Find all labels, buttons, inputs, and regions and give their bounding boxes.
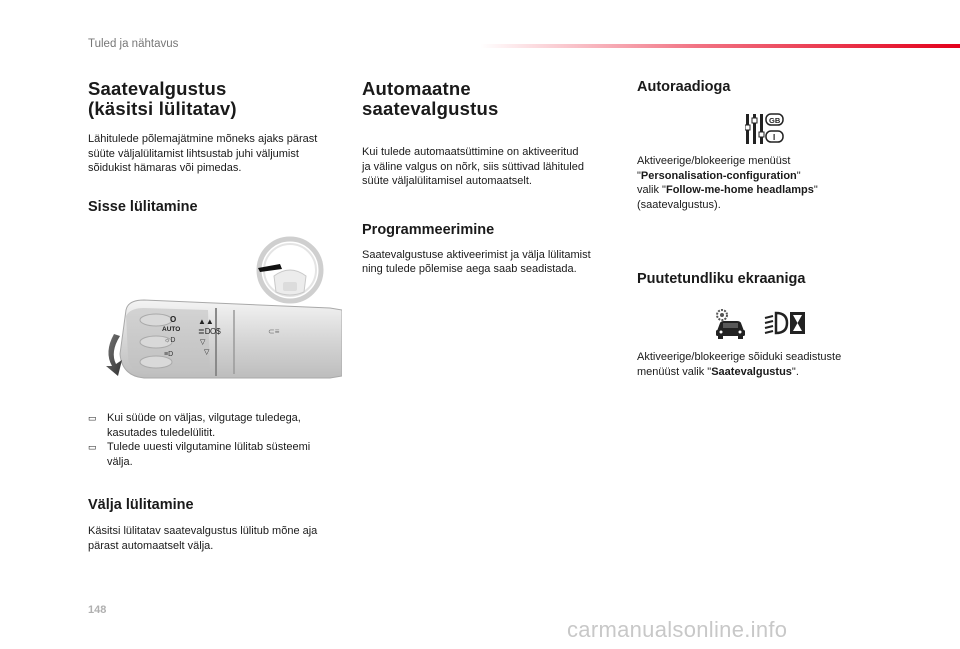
header-accent-line xyxy=(480,44,960,48)
radio-text: valik " xyxy=(637,184,666,196)
radio-text: Aktiveerige/blokeerige menüüst xyxy=(637,155,791,167)
manual-title-line2: (käsitsi lülitatav) xyxy=(88,98,237,119)
switch-off-heading: Välja lülitamine xyxy=(88,497,194,513)
sidelight-icon: ☼D xyxy=(164,337,176,344)
automatic-intro-line: ja väline valgus on nõrk, siis süttivad lähituled xyxy=(362,160,584,173)
radio-heading: Autoraadioga xyxy=(637,79,731,95)
stalk-auto-label: AUTO xyxy=(162,326,181,333)
switch-on-heading: Sisse lülitamine xyxy=(88,198,198,215)
rear-fog-icon: ⊂≡ xyxy=(268,327,280,336)
manual-intro xyxy=(88,132,348,176)
manual-title xyxy=(88,79,348,119)
dip-arrow-icon: ▽ xyxy=(200,339,206,346)
page-number: 148 xyxy=(88,604,107,616)
switch-off-line: Käsitsi lülitatav saatevalgustus lülitub mõne aja xyxy=(88,525,318,537)
programming-line: ning tulede põlemise aega saab seadistada. xyxy=(362,263,577,275)
foglamp-icon: O$ xyxy=(210,327,221,336)
switch-off-text xyxy=(88,524,358,553)
radio-instructions xyxy=(637,154,877,212)
quote: " xyxy=(796,169,801,182)
headlamp-icon: ≣D xyxy=(198,327,211,336)
bullet-marker-icon: ▭ xyxy=(88,413,97,423)
switch-off-section xyxy=(88,497,358,553)
radio-text: (saatevalgustus). xyxy=(637,198,721,211)
bullet-text: välja. xyxy=(107,455,133,468)
programming-text xyxy=(362,248,622,277)
column-automatic-follow-me-home xyxy=(362,79,622,277)
touchscreen-section xyxy=(637,271,877,288)
bullet-text: Kui süüde on väljas, vilgutage tuledega, xyxy=(107,412,301,424)
quote: ". xyxy=(791,365,799,378)
option-name: Saatevalgustus xyxy=(711,365,792,378)
headlamp-timer-icon xyxy=(763,310,807,336)
quote: " xyxy=(637,169,641,182)
dip-arrow-lower-icon: ▽ xyxy=(204,349,210,356)
touchscreen-text: Aktiveerige/blokeerige sõiduki seadistuste xyxy=(637,351,842,363)
bullet-marker-icon: ▭ xyxy=(88,442,97,452)
manual-intro-line: sõidukist hämaras või pimedas. xyxy=(88,162,242,174)
stalk-off-label: O xyxy=(170,315,177,324)
bullet-text: kasutades tuledelülitit. xyxy=(107,426,216,439)
touchscreen-instructions xyxy=(637,350,887,379)
manual-intro-line: Lähitulede põlemajätmine mõneks ajaks pärast xyxy=(88,133,318,145)
watermark: carmanualsonline.info xyxy=(567,617,788,642)
automatic-title-line2: saatevalgustus xyxy=(362,98,499,119)
switch-on-steps xyxy=(88,411,348,469)
automatic-title-line1: Automaatne xyxy=(362,78,471,99)
column-manual-follow-me-home xyxy=(88,79,348,216)
radio-icon-label-i: I xyxy=(773,133,776,142)
automatic-intro xyxy=(362,145,622,189)
touchscreen-heading: Puutetundliku ekraaniga xyxy=(637,271,806,287)
automatic-title xyxy=(362,79,622,119)
vehicle-settings-icon xyxy=(713,307,747,339)
option-name: Follow-me-home headlamps xyxy=(665,184,814,196)
settings-sliders-icon xyxy=(745,112,785,146)
programming-heading: Programmeerimine xyxy=(362,221,495,238)
headlight-icon: ≡D xyxy=(164,351,174,358)
list-item xyxy=(88,440,348,469)
radio-icon-label-gb: GB xyxy=(769,116,781,125)
bullet-text: Tulede uuesti vilgutamine lülitab süsteemi xyxy=(107,441,311,453)
radio-settings-icon xyxy=(745,112,785,146)
column-settings xyxy=(637,79,877,96)
touchscreen-text: menüüst valik " xyxy=(637,365,712,378)
menu-name: Personalisation-configuration xyxy=(640,169,797,182)
light-stalk-figure xyxy=(98,236,342,384)
manual-intro-line: süüte väljalülitamist lihtsustab juhi väljumist xyxy=(88,147,299,160)
quote: " xyxy=(813,184,818,196)
automatic-intro-line: süüte väljalülitamisel automaatselt. xyxy=(362,175,532,187)
section-title: Tuled ja nähtavus xyxy=(88,38,179,50)
programming-line: Saatevalgustuse aktiveerimist ja välja lülitamist xyxy=(362,248,591,261)
automatic-intro-line: Kui tulede automaatsüttimine on aktiveeritud xyxy=(362,146,579,158)
light-switch-stalk xyxy=(120,300,342,378)
main-beam-arrows-icon: ▲▲ xyxy=(198,317,214,326)
manual-title-line1: Saatevalgustus xyxy=(88,78,227,99)
light-stalk-illustration xyxy=(98,236,342,384)
list-item xyxy=(88,411,348,440)
switch-off-line: pärast automaatselt välja. xyxy=(88,539,214,552)
